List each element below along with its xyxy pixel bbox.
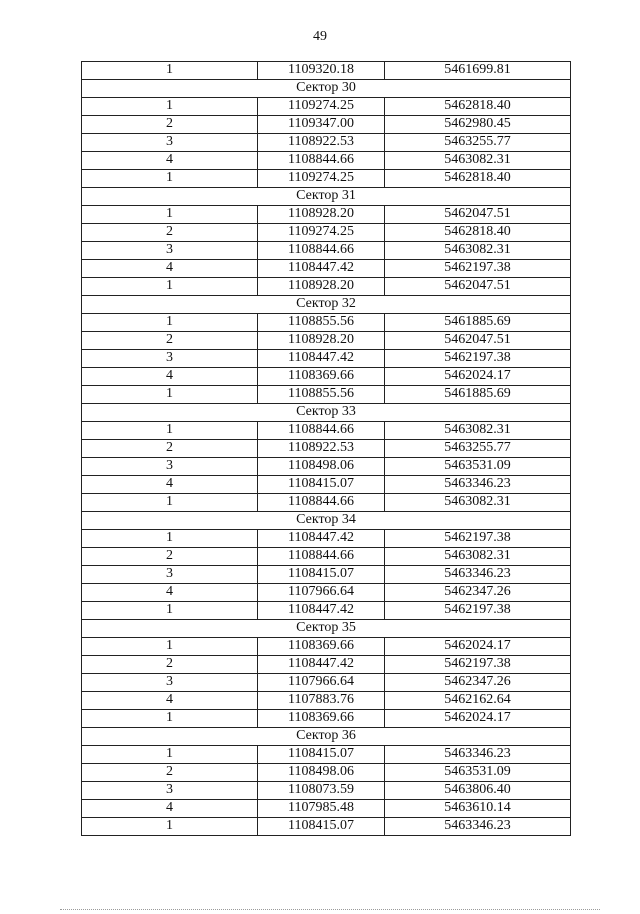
table-row bbox=[82, 638, 571, 656]
sector-header-row bbox=[82, 188, 571, 206]
sector-header-row bbox=[82, 728, 571, 746]
point-number-cell: 4 bbox=[82, 368, 258, 386]
sector-title: Сектор 31 bbox=[82, 188, 571, 206]
point-number-cell: 4 bbox=[82, 584, 258, 602]
point-number-cell: 3 bbox=[82, 458, 258, 476]
point-number-cell: 2 bbox=[82, 548, 258, 566]
table-row bbox=[82, 260, 571, 278]
coordinate-y-cell: 5462818.40 bbox=[385, 170, 571, 188]
coordinate-x-cell: 1108447.42 bbox=[258, 260, 385, 278]
coordinate-y-cell: 5463255.77 bbox=[385, 440, 571, 458]
coordinate-x-cell: 1109274.25 bbox=[258, 98, 385, 116]
page-number: 49 bbox=[313, 29, 327, 44]
point-number-cell: 1 bbox=[82, 638, 258, 656]
table-row bbox=[82, 458, 571, 476]
coordinate-x-cell: 1108369.66 bbox=[258, 638, 385, 656]
sector-header-row bbox=[82, 620, 571, 638]
table-row bbox=[82, 224, 571, 242]
coordinate-x-cell: 1108498.06 bbox=[258, 458, 385, 476]
coordinate-y-cell: 5462024.17 bbox=[385, 638, 571, 656]
coordinate-y-cell: 5463255.77 bbox=[385, 134, 571, 152]
table-row bbox=[82, 314, 571, 332]
point-number-cell: 1 bbox=[82, 98, 258, 116]
table-row bbox=[82, 782, 571, 800]
coordinate-x-cell: 1108844.66 bbox=[258, 548, 385, 566]
coordinate-x-cell: 1107966.64 bbox=[258, 584, 385, 602]
coordinate-y-cell: 5463346.23 bbox=[385, 746, 571, 764]
coordinate-y-cell: 5462047.51 bbox=[385, 332, 571, 350]
table-row bbox=[82, 170, 571, 188]
table-row bbox=[82, 656, 571, 674]
point-number-cell: 4 bbox=[82, 692, 258, 710]
coordinate-y-cell: 5461885.69 bbox=[385, 314, 571, 332]
table-row bbox=[82, 530, 571, 548]
coordinate-x-cell: 1108447.42 bbox=[258, 656, 385, 674]
coordinate-y-cell: 5463346.23 bbox=[385, 566, 571, 584]
coordinate-y-cell: 5463346.23 bbox=[385, 476, 571, 494]
point-number-cell: 2 bbox=[82, 764, 258, 782]
coordinate-x-cell: 1109274.25 bbox=[258, 170, 385, 188]
coordinate-y-cell: 5462818.40 bbox=[385, 98, 571, 116]
coordinate-x-cell: 1108855.56 bbox=[258, 386, 385, 404]
coordinate-x-cell: 1108073.59 bbox=[258, 782, 385, 800]
coordinate-x-cell: 1109274.25 bbox=[258, 224, 385, 242]
coordinate-x-cell: 1108922.53 bbox=[258, 134, 385, 152]
coordinate-y-cell: 5463082.31 bbox=[385, 242, 571, 260]
coordinate-y-cell: 5462197.38 bbox=[385, 656, 571, 674]
sector-header-row bbox=[82, 512, 571, 530]
sector-header-row bbox=[82, 296, 571, 314]
coordinate-x-cell: 1108447.42 bbox=[258, 530, 385, 548]
coordinate-y-cell: 5463531.09 bbox=[385, 458, 571, 476]
coordinate-x-cell: 1107883.76 bbox=[258, 692, 385, 710]
point-number-cell: 1 bbox=[82, 530, 258, 548]
coordinate-y-cell: 5462047.51 bbox=[385, 278, 571, 296]
coordinate-y-cell: 5461699.81 bbox=[385, 62, 571, 80]
table-row bbox=[82, 242, 571, 260]
coordinate-y-cell: 5462197.38 bbox=[385, 260, 571, 278]
sector-title: Сектор 32 bbox=[82, 296, 571, 314]
point-number-cell: 1 bbox=[82, 746, 258, 764]
coordinate-y-cell: 5463806.40 bbox=[385, 782, 571, 800]
point-number-cell: 1 bbox=[82, 170, 258, 188]
coordinate-y-cell: 5461885.69 bbox=[385, 386, 571, 404]
coordinate-y-cell: 5462980.45 bbox=[385, 116, 571, 134]
table-row bbox=[82, 98, 571, 116]
coordinate-y-cell: 5463610.14 bbox=[385, 800, 571, 818]
coordinate-x-cell: 1108498.06 bbox=[258, 764, 385, 782]
coordinate-x-cell: 1108928.20 bbox=[258, 278, 385, 296]
coordinate-x-cell: 1108447.42 bbox=[258, 602, 385, 620]
coordinate-x-cell: 1108844.66 bbox=[258, 242, 385, 260]
coordinates-table bbox=[81, 61, 571, 836]
table-row bbox=[82, 710, 571, 728]
coordinate-x-cell: 1108415.07 bbox=[258, 476, 385, 494]
sector-header-row bbox=[82, 404, 571, 422]
point-number-cell: 3 bbox=[82, 674, 258, 692]
coordinate-y-cell: 5463082.31 bbox=[385, 494, 571, 512]
sector-title: Сектор 36 bbox=[82, 728, 571, 746]
coordinate-x-cell: 1108844.66 bbox=[258, 422, 385, 440]
coordinate-y-cell: 5462024.17 bbox=[385, 710, 571, 728]
coordinate-y-cell: 5462047.51 bbox=[385, 206, 571, 224]
coordinate-x-cell: 1109320.18 bbox=[258, 62, 385, 80]
coordinate-y-cell: 5463082.31 bbox=[385, 152, 571, 170]
table-row bbox=[82, 566, 571, 584]
coordinate-x-cell: 1108369.66 bbox=[258, 368, 385, 386]
point-number-cell: 3 bbox=[82, 350, 258, 368]
table-row bbox=[82, 422, 571, 440]
point-number-cell: 1 bbox=[82, 206, 258, 224]
coordinate-x-cell: 1107966.64 bbox=[258, 674, 385, 692]
coordinate-y-cell: 5462347.26 bbox=[385, 674, 571, 692]
table-row bbox=[82, 548, 571, 566]
point-number-cell: 1 bbox=[82, 278, 258, 296]
sector-title: Сектор 30 bbox=[82, 80, 571, 98]
coordinate-y-cell: 5462818.40 bbox=[385, 224, 571, 242]
table-row bbox=[82, 206, 571, 224]
coordinate-y-cell: 5463082.31 bbox=[385, 548, 571, 566]
table-row bbox=[82, 746, 571, 764]
table-row bbox=[82, 62, 571, 80]
table-row bbox=[82, 332, 571, 350]
point-number-cell: 1 bbox=[82, 314, 258, 332]
coordinate-y-cell: 5463082.31 bbox=[385, 422, 571, 440]
point-number-cell: 4 bbox=[82, 800, 258, 818]
point-number-cell: 3 bbox=[82, 782, 258, 800]
table-row bbox=[82, 134, 571, 152]
point-number-cell: 4 bbox=[82, 476, 258, 494]
point-number-cell: 1 bbox=[82, 602, 258, 620]
point-number-cell: 1 bbox=[82, 62, 258, 80]
coordinate-x-cell: 1108447.42 bbox=[258, 350, 385, 368]
coordinate-y-cell: 5462347.26 bbox=[385, 584, 571, 602]
table-row bbox=[82, 674, 571, 692]
table-row bbox=[82, 800, 571, 818]
table-row bbox=[82, 152, 571, 170]
table-row bbox=[82, 476, 571, 494]
coordinate-x-cell: 1108415.07 bbox=[258, 566, 385, 584]
coordinate-x-cell: 1108928.20 bbox=[258, 206, 385, 224]
point-number-cell: 3 bbox=[82, 242, 258, 260]
point-number-cell: 4 bbox=[82, 260, 258, 278]
table-row bbox=[82, 116, 571, 134]
point-number-cell: 4 bbox=[82, 152, 258, 170]
point-number-cell: 3 bbox=[82, 134, 258, 152]
coordinate-x-cell: 1109347.00 bbox=[258, 116, 385, 134]
coordinate-x-cell: 1108369.66 bbox=[258, 710, 385, 728]
point-number-cell: 1 bbox=[82, 422, 258, 440]
point-number-cell: 2 bbox=[82, 440, 258, 458]
table-row bbox=[82, 278, 571, 296]
coordinate-x-cell: 1108844.66 bbox=[258, 152, 385, 170]
point-number-cell: 1 bbox=[82, 710, 258, 728]
point-number-cell: 2 bbox=[82, 224, 258, 242]
table-row bbox=[82, 494, 571, 512]
coordinate-y-cell: 5462162.64 bbox=[385, 692, 571, 710]
coordinate-y-cell: 5462024.17 bbox=[385, 368, 571, 386]
point-number-cell: 1 bbox=[82, 386, 258, 404]
point-number-cell: 3 bbox=[82, 566, 258, 584]
point-number-cell: 2 bbox=[82, 332, 258, 350]
coordinate-y-cell: 5462197.38 bbox=[385, 530, 571, 548]
sector-title: Сектор 33 bbox=[82, 404, 571, 422]
sector-title: Сектор 34 bbox=[82, 512, 571, 530]
point-number-cell: 2 bbox=[82, 116, 258, 134]
coordinate-y-cell: 5463346.23 bbox=[385, 818, 571, 836]
table-row bbox=[82, 602, 571, 620]
point-number-cell: 1 bbox=[82, 818, 258, 836]
table-row bbox=[82, 818, 571, 836]
coordinate-x-cell: 1108922.53 bbox=[258, 440, 385, 458]
page-bottom-edge bbox=[60, 909, 600, 910]
point-number-cell: 2 bbox=[82, 656, 258, 674]
table-row bbox=[82, 584, 571, 602]
point-number-cell: 1 bbox=[82, 494, 258, 512]
coordinate-x-cell: 1108415.07 bbox=[258, 818, 385, 836]
coordinate-x-cell: 1107985.48 bbox=[258, 800, 385, 818]
table-row bbox=[82, 692, 571, 710]
coordinate-x-cell: 1108415.07 bbox=[258, 746, 385, 764]
sector-title: Сектор 35 bbox=[82, 620, 571, 638]
coordinate-y-cell: 5462197.38 bbox=[385, 350, 571, 368]
table-row bbox=[82, 350, 571, 368]
coordinate-x-cell: 1108928.20 bbox=[258, 332, 385, 350]
sector-header-row bbox=[82, 80, 571, 98]
coordinate-y-cell: 5463531.09 bbox=[385, 764, 571, 782]
table-row bbox=[82, 440, 571, 458]
coordinate-y-cell: 5462197.38 bbox=[385, 602, 571, 620]
table-row bbox=[82, 386, 571, 404]
coordinates-table-body bbox=[82, 62, 571, 836]
table-row bbox=[82, 764, 571, 782]
table-row bbox=[82, 368, 571, 386]
coordinate-x-cell: 1108855.56 bbox=[258, 314, 385, 332]
coordinate-x-cell: 1108844.66 bbox=[258, 494, 385, 512]
